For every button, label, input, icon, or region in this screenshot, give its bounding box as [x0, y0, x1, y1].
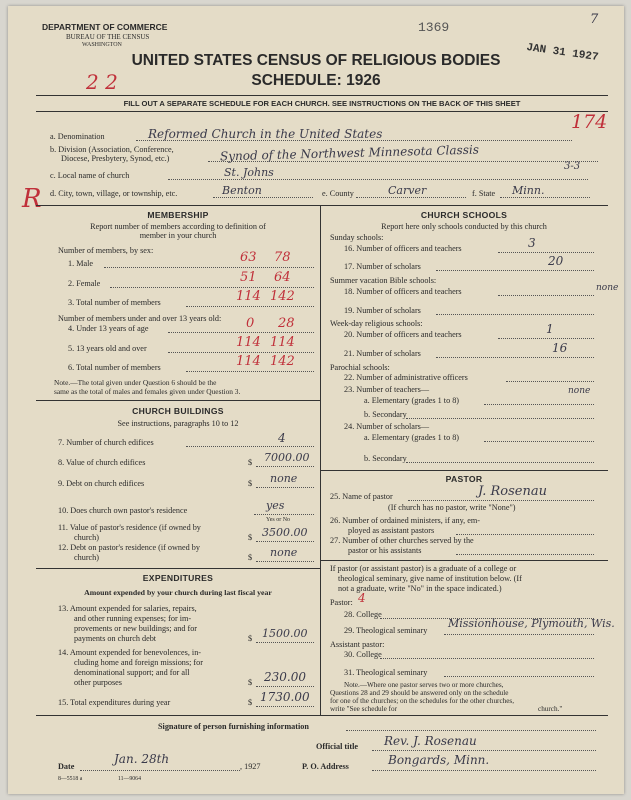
local-name-label: c. Local name of church: [50, 171, 130, 180]
q14-label-3: denominational support; and for all: [74, 668, 190, 677]
bureau-name: BUREAU OF THE CENSUS: [66, 33, 150, 41]
q13-label-2: and other running expenses; for im-: [74, 614, 192, 623]
q17-label: 17. Number of scholars: [344, 262, 421, 271]
members-by-sex: Number of members, by sex:: [58, 246, 154, 255]
q10-label: 10. Does church own pastor's residence: [58, 506, 188, 515]
q26-label-2: ployed as assistant pastors: [348, 526, 435, 535]
membership-note-1: Note.—The total given under Question 6 should be the: [54, 378, 217, 387]
pastor-note-5: church.": [538, 705, 563, 713]
q19-label: 19. Number of scholars: [344, 306, 421, 315]
membership-sub-2: member in your church: [139, 231, 217, 240]
q23b-label: b. Secondary: [364, 410, 407, 419]
q6-value-a: 114: [236, 354, 261, 369]
q4-label: 4. Under 13 years of age: [68, 324, 149, 333]
instruction-line: FILL OUT A SEPARATE SCHEDULE FOR EACH CHURCH. SEE INSTRUCTIONS ON THE BACK OF THIS SHEET: [123, 99, 521, 108]
q30-label: 30. College: [344, 650, 382, 659]
q5-value-a: 114: [236, 335, 261, 350]
q21-label: 21. Number of scholars: [344, 349, 421, 358]
county-label: e. County: [322, 189, 354, 198]
received-stamp: JAN 31 1927: [525, 42, 600, 64]
grad-note-2: theological seminary, give name of institution below. (If: [338, 574, 522, 583]
q29-label: 29. Theological seminary: [344, 626, 428, 635]
schedule-number: 1369: [418, 20, 450, 35]
q18-label: 18. Number of officers and teachers: [344, 287, 462, 296]
q31-label: 31. Theological seminary: [344, 668, 428, 677]
q23-label: 23. Number of teachers—: [344, 385, 430, 394]
pastor-sub-label: Pastor:: [330, 598, 353, 607]
q13-label-3: provements or new buildings; and for: [74, 624, 198, 633]
date-value: Jan. 28th: [114, 752, 170, 766]
q13-label-4: payments on church debt: [74, 634, 157, 643]
q11-value: 3500.00: [262, 526, 308, 539]
form-number: 8—5518 a: [58, 776, 83, 782]
expenditures-sub: Amount expended by your church during last fiscal year: [84, 588, 272, 597]
q1-label: 1. Male: [68, 259, 94, 268]
form-title: UNITED STATES CENSUS OF RELIGIOUS BODIES: [131, 52, 501, 69]
q4-value-b: 28: [278, 316, 295, 331]
q12-label-2: church): [74, 553, 100, 562]
q28-label: 28. College: [344, 610, 382, 619]
division-value: Synod of the Northwest Minnesota Classis: [219, 142, 480, 164]
schools-sub: Report here only schools conducted by this church: [381, 222, 547, 231]
pastor-note-1: Note.—Where one pastor serves two or more churches,: [344, 681, 504, 689]
parochial-label: Parochial schools:: [330, 363, 390, 372]
buildings-heading: CHURCH BUILDINGS: [132, 406, 224, 416]
q23a-label: a. Elementary (grades 1 to 8): [364, 396, 460, 405]
q13-value: 1500.00: [262, 627, 308, 640]
q15-label: 15. Total expenditures during year: [58, 698, 171, 707]
q3-value-b: 142: [270, 289, 295, 304]
q14-value: 230.00: [264, 670, 306, 684]
city-label: d. City, town, village, or township, etc.: [50, 189, 178, 198]
q9-value: none: [270, 472, 298, 485]
buildings-sub: See instructions, paragraphs 10 to 12: [117, 419, 239, 428]
red-number: 174: [571, 111, 608, 133]
q26-label-1: 26. Number of ordained ministers, if any, em-: [330, 516, 480, 525]
q20-value: 1: [546, 322, 554, 336]
q6-value-b: 142: [270, 354, 295, 369]
signature-label: Signature of person furnishing information: [158, 722, 309, 731]
q15-value: 1730.00: [260, 690, 310, 704]
yes-no-caption: Yes or No: [266, 517, 291, 523]
print-number: 11—9064: [118, 776, 141, 782]
denomination-value: Reformed Church in the United States: [148, 127, 383, 141]
q10-value: yes: [266, 499, 285, 512]
denomination-label: a. Denomination: [50, 132, 105, 141]
q7-value: 4: [278, 431, 286, 445]
q14-label-2: cluding home and foreign missions; for: [74, 658, 203, 667]
r-mark: R: [22, 184, 42, 214]
q17-value: 20: [548, 254, 564, 268]
q5-value-b: 114: [270, 335, 295, 350]
po-address-label: P. O. Address: [302, 762, 349, 771]
q6-label: 6. Total number of members: [68, 363, 161, 372]
official-title-label: Official title: [316, 742, 359, 751]
q27-label-1: 27. Number of other churches served by the: [330, 536, 474, 545]
q8-label: 8. Value of church edifices: [58, 458, 146, 467]
q22-label: 22. Number of administrative officers: [344, 373, 468, 382]
q12-label-1: 12. Debt on pastor's residence (if owned by: [58, 543, 200, 552]
sunday-label: Sunday schools:: [330, 233, 384, 242]
q14-label-1: 14. Amount expended for benevolences, in-: [58, 648, 202, 657]
q2-label: 2. Female: [68, 279, 101, 288]
date-year: , 1927: [240, 762, 261, 771]
q16-label: 16. Number of officers and teachers: [344, 244, 462, 253]
county-value: Carver: [388, 184, 427, 197]
po-address-value: Bongards, Minn.: [388, 753, 490, 767]
q11-label-1: 11. Value of pastor's residence (if owned by: [58, 523, 201, 532]
q16-value: 3: [528, 236, 536, 250]
q11-label-2: church): [74, 533, 100, 542]
q3-label: 3. Total number of members: [68, 298, 161, 307]
state-label: f. State: [472, 189, 496, 198]
city-name: WASHINGTON: [82, 42, 122, 48]
q20-label: 20. Number of officers and teachers: [344, 330, 462, 339]
pastor-note-3: for one of the churches; on the schedules for the other churches,: [330, 697, 515, 705]
membership-note-2: same as the total of males and females given under Question 3.: [54, 387, 241, 396]
pastor-heading: PASTOR: [445, 474, 483, 484]
summer-label: Summer vacation Bible schools:: [330, 276, 437, 285]
official-title-value: Rev. J. Rosenau: [384, 734, 477, 748]
q7-label: 7. Number of church edifices: [58, 438, 154, 447]
q8-value: 7000.00: [264, 451, 310, 464]
q13-label-1: 13. Amount expended for salaries, repairs,: [58, 604, 197, 613]
pastor-note-4: write "See schedule for: [330, 705, 397, 713]
schools-heading: CHURCH SCHOOLS: [420, 210, 508, 220]
q29-value: Missionhouse, Plymouth, Wis.: [448, 617, 615, 630]
state-value: Minn.: [512, 184, 545, 197]
q5-label: 5. 13 years old and over: [68, 344, 147, 353]
q27-label-2: pastor or his assistants: [348, 546, 422, 555]
q18-value: none: [596, 283, 619, 293]
q25-note: (If church has no pastor, write "None"): [388, 503, 516, 512]
pastor-sub-value: 4: [358, 591, 366, 605]
q9-label: 9. Debt on church edifices: [58, 479, 145, 488]
assistant-label: Assistant pastor:: [330, 640, 385, 649]
date-label: Date: [58, 762, 75, 771]
q21-value: 16: [552, 341, 568, 355]
q2-value-a: 51: [240, 270, 257, 285]
q24a-label: a. Elementary (grades 1 to 8): [364, 433, 460, 442]
q24b-label: b. Secondary: [364, 454, 407, 463]
census-schedule-sheet: DEPARTMENT OF COMMERCE BUREAU OF THE CENSUS WASHINGTON 1369 JAN 31 1927 7 UNITED STATES CENSUS OF RELIGIOUS BODIES SCHEDULE: 1926 2 2 FILL OUT A SEPARATE SCHEDULE FOR EACH CHURCH. SEE INSTRUCTIONS ON THE BACK OF THIS SHEET 174 a. Denomination Reformed Church in the United States b. Division (Association, Conference, Diocese, Presbytery, Synod, etc.) Synod of the Northwest Minnesota Classis c. Local name of church St. Johns 3-3 R d. City, town, village, or township, etc. Benton e. County Carver f. State Minn. MEMBERSHIP Report number of members according to definition of member in your church Number of members, by sex: 1. Male 63 78 2. Female 51 64 3. Total number of members 114 142 Number of members under and over 13 years old: 4. Under 13 years of age 0 28 5. 13 years old and over 114 114 6. Total number of members 114 142 Note.—The total given under Question 6 should be the same as the total of males and females given under Question 3. CHURCH BUILDINGS See instructions, paragraphs 10 to 12 7. Number of church edifices 4 8. Value of church edifices $ 7000.00 9. Debt on church edifices $ none 10. Does church own pastor's residence yes Yes or No 11. Value of pastor's residence (if owned by church) $ 3500.00 12. Debt on pastor's residence (if owned by church) $ none EXPENDITURES Amount expended by your church during last fiscal year 13. Amount expended for salaries, repairs, and other running expenses; for im- provements or new buildings; and for payments on church debt $ 1500.00 14. Amount expended for benevolences, in- cluding home and foreign missions; for denominational support; and for all other purposes $ 230.00 15. Total expenditures during year $ 1730.00 CHURCH SCHOOLS Report here only schools conducted by this church Sunday schools: 16. Number of officers and teachers 3 17. Number of scholars 20 Summer vacation Bible schools: 18. Number of officers and teachers none 19. Number of scholars Week-day religious schools: 20. Number of officers and teachers 1 21. Number of scholars 16 Parochial schools: 22. Number of administrative officers 23. Number of teachers— a. Elementary (grades 1 to 8) none b. Secondary 24. Number of scholars— a. Elementary (grades 1 to 8) b. Secondary PASTOR 25. Name of pastor J. Rosenau (If church has no pastor, write "None") 26. Number of ordained ministers, if any, em- ployed as assistant pastors 27. Number of other churches served by the pastor or his assistants If pastor (or assistant pastor) is a graduate of a college or theological seminary, give name of institution below. (If not a graduate, write "No" in the space indicated.) Pastor: 4 28. College 29. Theological seminary Missionhouse, Plymouth, Wis. Assistant pastor: 30. College 31. Theological seminary Note.—Where one pastor serves two or more churches, Questions 28 and 29 should be answered only on the schedule for one of the churches; on the schedules for the other churches, write "See schedule for church." Signature of person furnishing information Official title Rev. J. Rosenau Date Jan. 28th , 1927 P. O. Address Bongards, Minn. 8—5518 a 11—9064: [8, 6, 624, 794]
under-over-label: Number of members under and over 13 years old:: [58, 314, 222, 323]
q24-label: 24. Number of scholars—: [344, 422, 430, 431]
q25-value: J. Rosenau: [478, 484, 547, 499]
grad-note-1: If pastor (or assistant pastor) is a graduate of a college or: [330, 564, 517, 573]
local-name-value: St. Johns: [224, 166, 274, 179]
q12-value: none: [270, 546, 298, 559]
weekday-label: Week-day religious schools:: [330, 319, 423, 328]
city-value: Benton: [222, 184, 262, 197]
expenditures-heading: EXPENDITURES: [142, 573, 214, 583]
form-schedule: SCHEDULE: 1926: [251, 72, 381, 89]
corner-mark: 7: [590, 12, 599, 27]
membership-heading: MEMBERSHIP: [147, 210, 209, 220]
grad-note-3: not a graduate, write "No" in the space indicated.): [338, 584, 502, 593]
pastor-note-2: Questions 28 and 29 should be answered only on the schedule: [330, 689, 509, 697]
q1-value-b: 78: [274, 250, 291, 265]
division-label-2: Diocese, Presbytery, Synod, etc.): [61, 154, 170, 163]
q4-value-a: 0: [246, 316, 255, 331]
division-label-1: b. Division (Association, Conference,: [50, 145, 174, 154]
code-value: 3-3: [564, 161, 581, 172]
q2-value-b: 64: [274, 270, 291, 285]
q3-value-a: 114: [236, 289, 261, 304]
q25-label: 25. Name of pastor: [330, 492, 393, 501]
dept-name: DEPARTMENT OF COMMERCE: [42, 22, 168, 32]
q1-value-a: 63: [240, 250, 257, 265]
q23-value: none: [568, 386, 591, 396]
q14-label-4: other purposes: [74, 678, 122, 687]
membership-sub-1: Report number of members according to definition of: [90, 222, 266, 231]
red-mark: 2 2: [86, 70, 118, 94]
